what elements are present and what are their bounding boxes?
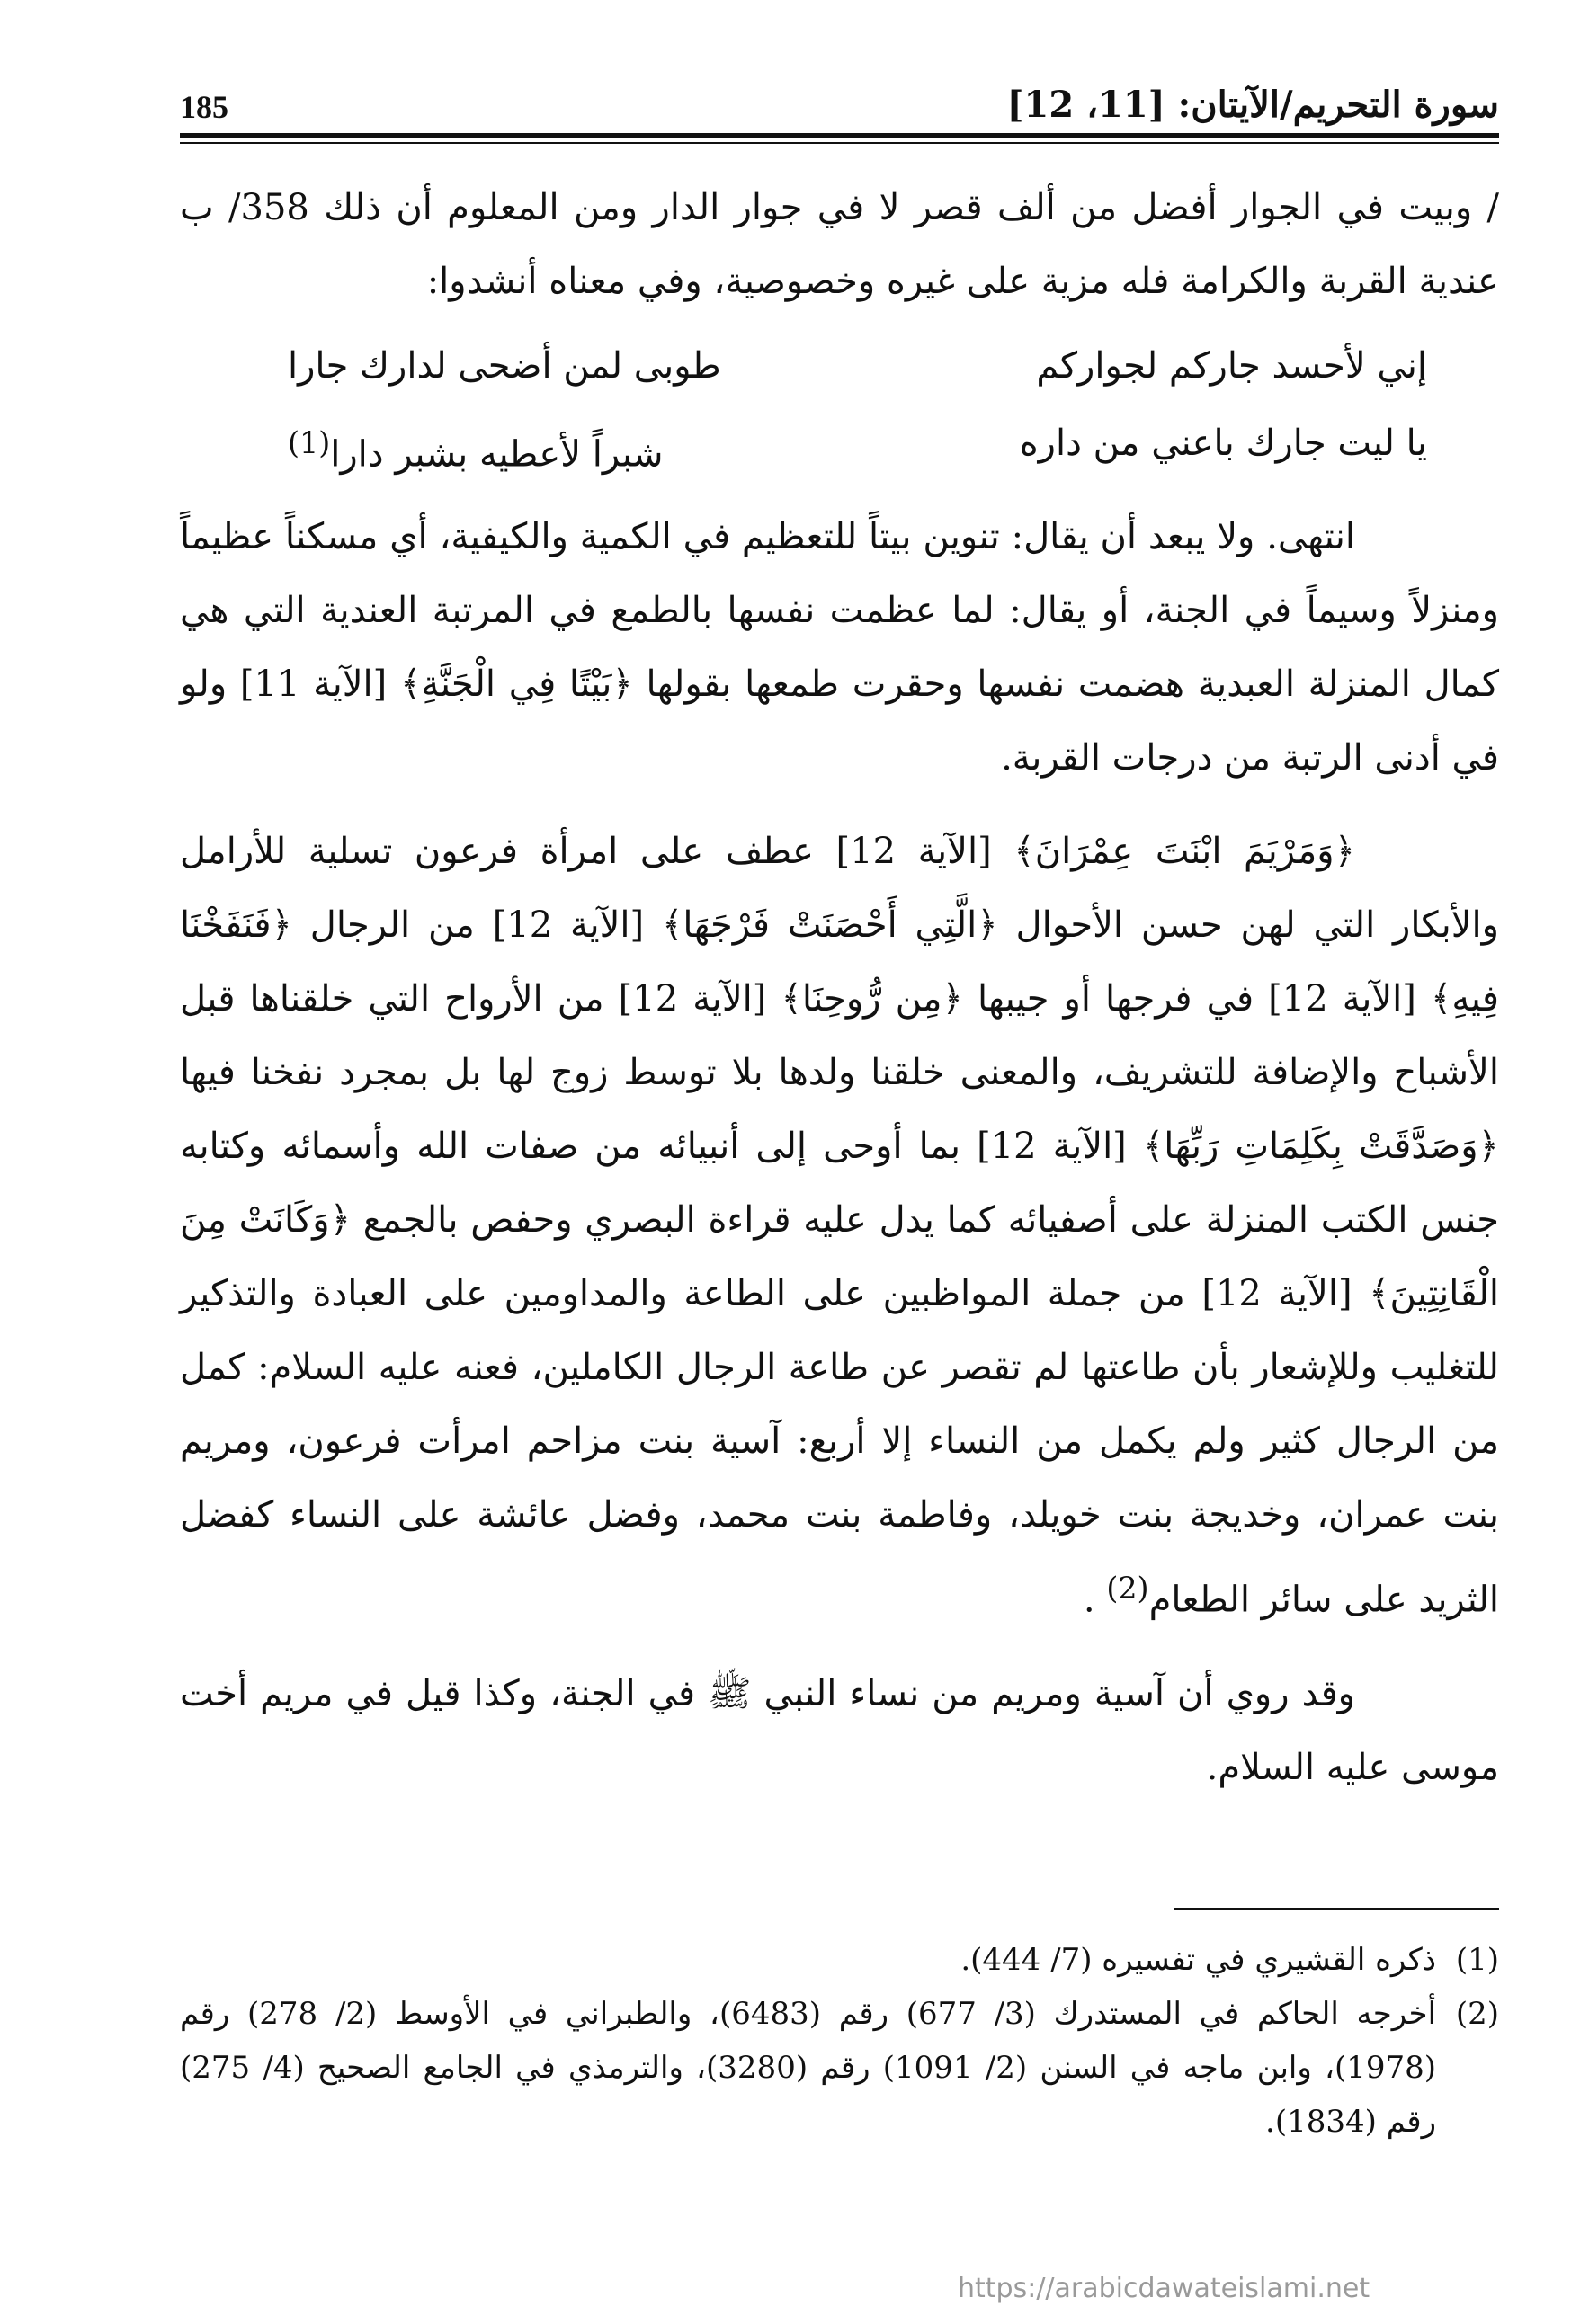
header-rule-thick xyxy=(180,133,1499,138)
main-text xyxy=(180,171,1499,1804)
paragraph-3-end: . xyxy=(1083,1579,1095,1621)
paragraph-4: وقد روي أن آسية ومريم من نساء النبي ﷺ في الجنة، وكذا قيل في مريم أخت موسى عليه السلام. xyxy=(180,1672,1499,1788)
footnote-ref-1: (1) xyxy=(288,425,331,460)
footnote-number: (2) xyxy=(1455,1996,1499,2032)
footnote-ref-2: (2) xyxy=(1106,1571,1149,1607)
page-number: 185 xyxy=(180,89,228,125)
footnote-number: (1) xyxy=(1455,1942,1499,1978)
verse-1-first-hemistich: إني لأحسد جاركم لجواركم xyxy=(1036,345,1427,387)
paragraph-3 xyxy=(180,815,1499,1636)
paragraph-2: انتهى. ولا يبعد أن يقال: تنوين بيتاً للتعظيم في الكمية والكيفية، أي مسكناً عظيماً ومنزلاً وسيماً في الجنة، أو يقال: لما عظمت نفسها بالطمع في المرتبة العندية التي هي كمال المنزلة العبدية هضمت نفسها وحقرت طمعها بقولها ﴿بَيْتًا فِي الْجَنَّةِ﴾ [الآية 11] ولو في أدنى الرتبة من درجات القربة. xyxy=(180,516,1499,779)
paragraph-1: / وبيت في الجوار أفضل من ألف قصر لا في جوار الدار ومن المعلوم أن ذلك 358/ ب عندية القربة والكرامة فله مزية على غيره وخصوصية، وفي معناه أنشدوا: xyxy=(180,187,1499,302)
footnote-text: أخرجه الحاكم في المستدرك (3/ 677) رقم (6483)، والطبراني في الأوسط (2/ 278) رقم (1978)، وابن ماجه في السنن (2/ 1091) رقم (3280)، والترمذي في الجامع الصحيح (4/ 275) رقم (1834). xyxy=(180,1996,1437,2140)
header-rule-thin xyxy=(180,142,1499,144)
footnotes xyxy=(180,1933,1499,2149)
page-header xyxy=(180,63,1499,126)
footnote-text: ذكره القشيري في تفسيره (7/ 444). xyxy=(960,1942,1436,1978)
poetry-verses xyxy=(180,327,1499,493)
verse-line-2 xyxy=(180,405,1499,493)
footnote-1 xyxy=(180,1933,1499,1987)
running-title: سورة التحريم/الآيتان: [11، 12] xyxy=(1006,84,1499,126)
verse-line-1 xyxy=(180,327,1499,405)
paragraph-3-text: ﴿وَمَرْيَمَ ابْنَتَ عِمْرَانَ﴾ [الآية 12] عطف على امرأة فرعون تسلية للأرامل والأبكار التي لهن حسن الأحوال ﴿الَّتِي أَحْصَنَتْ فَرْجَهَا﴾ [الآية 12] من الرجال ﴿فَنَفَخْنَا فِيهِ﴾ [الآية 12] في فرجها أو جيبها ﴿مِن رُّوحِنَا﴾ [الآية 12] من الأرواح التي خلقناها قبل الأشباح والإضافة للتشريف، والمعنى خلقنا ولدها بلا توسط زوج لها بل بمجرد نفخنا فيها ﴿وَصَدَّقَتْ بِكَلِمَاتِ رَبِّهَا﴾ [الآية 12] بما أوحى إلى أنبيائه من صفات الله وأسمائه وكتابه جنس الكتب المنزلة على أصفيائه كما يدل عليه قراءة البصري وحفص بالجمع ﴿وَكَانَتْ مِنَ الْقَانِتِينَ﴾ [الآية 12] من جملة المواظبين على الطاعة والمداومين على العبادة والتذكير للتغليب وللإشعار بأن طاعتها لم تقصر عن طاعة الرجال الكاملين، فعنه عليه السلام: كمل من الرجال كثير ولم يكمل من النساء إلا أربع: آسية بنت مزاحم امرأت فرعون، ومريم بنت عمران، وخديجة بنت خويلد، وفاطمة بنت محمد، وفضل عائشة على النساء كفضل الثريد على سائر الطعام xyxy=(180,831,1500,1621)
verse-2-first-hemistich: يا ليت جارك باعني من داره xyxy=(1019,423,1427,464)
verse-1-second-hemistich: طوبى لمن أضحى لدارك جارا xyxy=(288,345,721,387)
verse-2-second-hemistich-wrap xyxy=(288,405,663,493)
verse-2-second-hemistich: شبراً لأعطيه بشبر دارا xyxy=(330,433,664,476)
watermark-url: https://arabicdawateislami.net xyxy=(958,2273,1370,2304)
footnote-separator xyxy=(1174,1908,1499,1910)
footnote-2 xyxy=(180,1987,1499,2149)
